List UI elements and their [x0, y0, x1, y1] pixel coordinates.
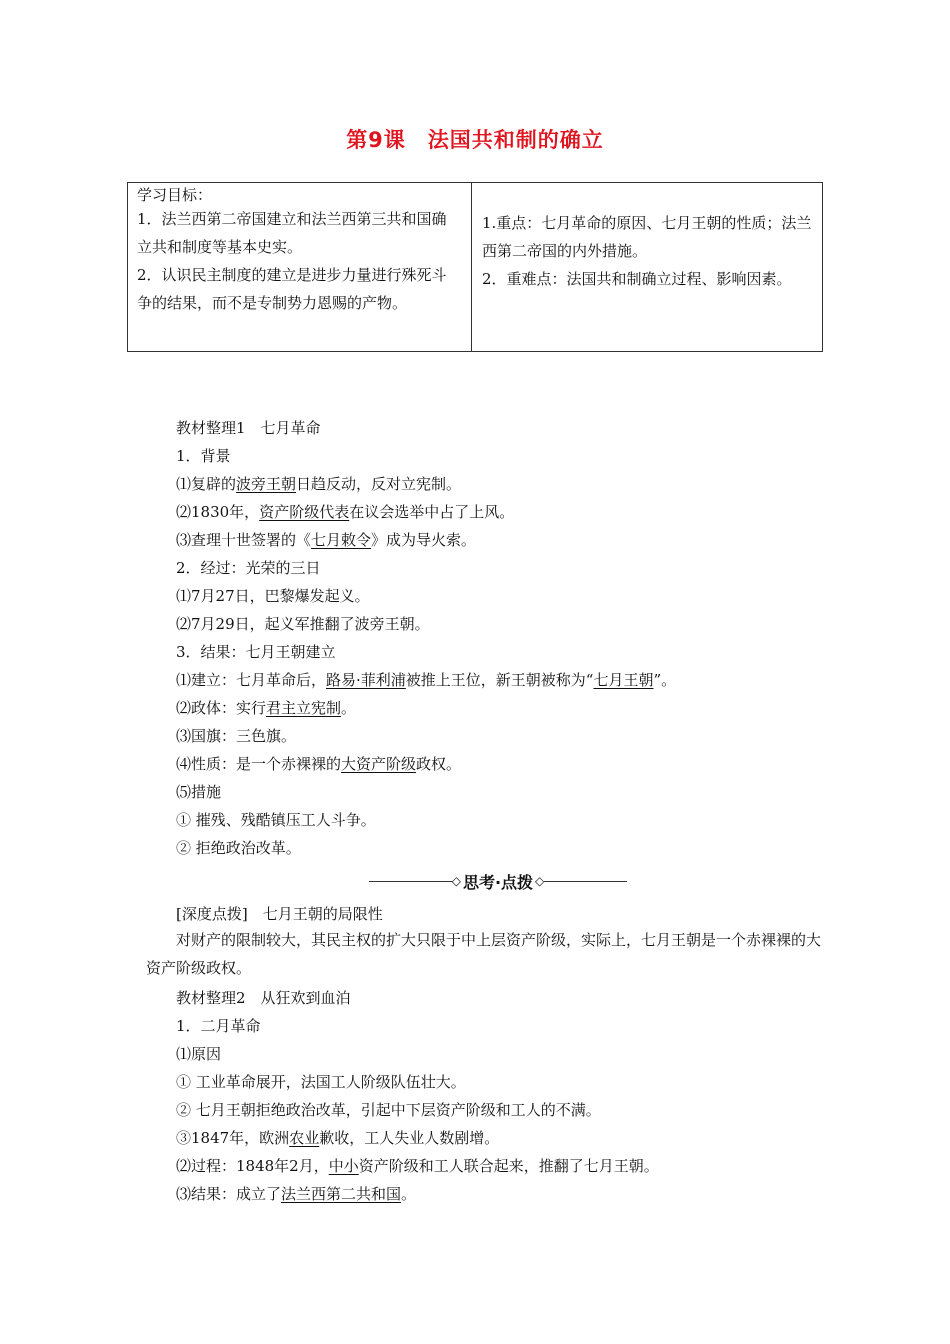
measure-item-1: ① 摧残、残酷镇压工人斗争。 [176, 811, 376, 829]
background-title: 1．背景 [176, 447, 231, 465]
objective-item: 2．认识民主制度的建立是进步力量进行殊死斗争的结果，而不是专制势力恩赐的产物。 [137, 266, 447, 312]
result-item-1: ⑴建立：七月革命后，路易·菲利浦被推上王位，新王朝被称为“七月王朝”。 [176, 671, 677, 689]
background-item-2: ⑵1830年，资产阶级代表在议会选举中占了上风。 [176, 503, 515, 521]
result-item-3: ⑶国旗：三色旗。 [176, 727, 297, 745]
key-term: 七月王朝 [593, 671, 654, 689]
diamond-icon: ◇ [535, 874, 545, 888]
february-revolution-title: 1．二月革命 [176, 1017, 261, 1035]
result-title: 3．结果：七月王朝建立 [176, 643, 336, 661]
objectives-right-cell [472, 183, 822, 351]
insight-heading: [深度点拨] 七月王朝的局限性 [176, 905, 383, 923]
result-item: ⑶结果：成立了法兰西第二共和国。 [176, 1185, 417, 1203]
section1-heading: 教材整理1 七月革命 [176, 419, 321, 437]
cause-item-1: ① 工业革命展开，法国工人阶级队伍壮大。 [176, 1073, 466, 1091]
key-point-item: 2．重难点：法国共和制确立过程、影响因素。 [482, 270, 792, 288]
diamond-icon: ◇ [451, 874, 461, 888]
divider-rule-left [369, 881, 452, 882]
key-term: 波旁王朝 [236, 475, 297, 493]
objectives-heading: 学习目标： [137, 186, 213, 204]
result-item-5: ⑸措施 [176, 783, 222, 801]
process-item-1: ⑴7月27日，巴黎爆发起义。 [176, 587, 370, 605]
cause-item-3: ③1847年，欧洲农业歉收，工人失业人数剧增。 [176, 1129, 500, 1147]
process-title: 2．经过：光荣的三日 [176, 559, 321, 577]
result-item-2: ⑵政体：实行君主立宪制。 [176, 699, 357, 717]
divider-rule-right [544, 881, 627, 882]
objectives-table [127, 182, 823, 352]
key-term: 中小 [328, 1157, 359, 1175]
key-term: 君主立宪制 [266, 699, 342, 717]
key-term: 大资产阶级 [341, 755, 417, 773]
section2-heading: 教材整理2 从狂欢到血泊 [176, 989, 351, 1007]
cause-title: ⑴原因 [176, 1045, 222, 1063]
key-point-item: 1.重点：七月革命的原因、七月王朝的性质；法兰西第二帝国的内外措施。 [482, 214, 812, 260]
result-item-4: ⑷性质：是一个赤裸裸的大资产阶级政权。 [176, 755, 462, 773]
key-term: 资产阶级代表 [259, 503, 350, 521]
process-item: ⑵过程：1848年2月，中小资产阶级和工人联合起来，推翻了七月王朝。 [176, 1157, 659, 1175]
key-term: 法兰西第二共和国 [281, 1185, 402, 1203]
key-term: 路易·菲利浦 [326, 671, 406, 689]
background-item-3: ⑶查理十世签署的《七月敕令》成为导火索。 [176, 531, 477, 549]
objective-item: 1．法兰西第二帝国建立和法兰西第三共和国确立共和制度等基本史实。 [137, 210, 447, 256]
background-item-1: ⑴复辟的波旁王朝日趋反动，反对立宪制。 [176, 475, 462, 493]
section-divider [369, 869, 627, 893]
key-term: 农业 [289, 1129, 320, 1147]
process-item-2: ⑵7月29日，起义军推翻了波旁王朝。 [176, 615, 430, 633]
insight-body: 对财产的限制较大，其民主权的扩大只限于中上层资产阶级，实际上，七月王朝是一个赤裸裸的大资产阶级政权。 [146, 931, 822, 977]
objectives-left-cell [128, 183, 472, 351]
divider-label: 思考·点拨 [462, 872, 534, 892]
cause-item-2: ② 七月王朝拒绝政治改革，引起中下层资产阶级和工人的不满。 [176, 1101, 601, 1119]
key-term: 七月敕令 [311, 531, 372, 549]
measure-item-2: ② 拒绝政治改革。 [176, 839, 301, 857]
page-title: 第9课 法国共和制的确立 [346, 128, 604, 152]
